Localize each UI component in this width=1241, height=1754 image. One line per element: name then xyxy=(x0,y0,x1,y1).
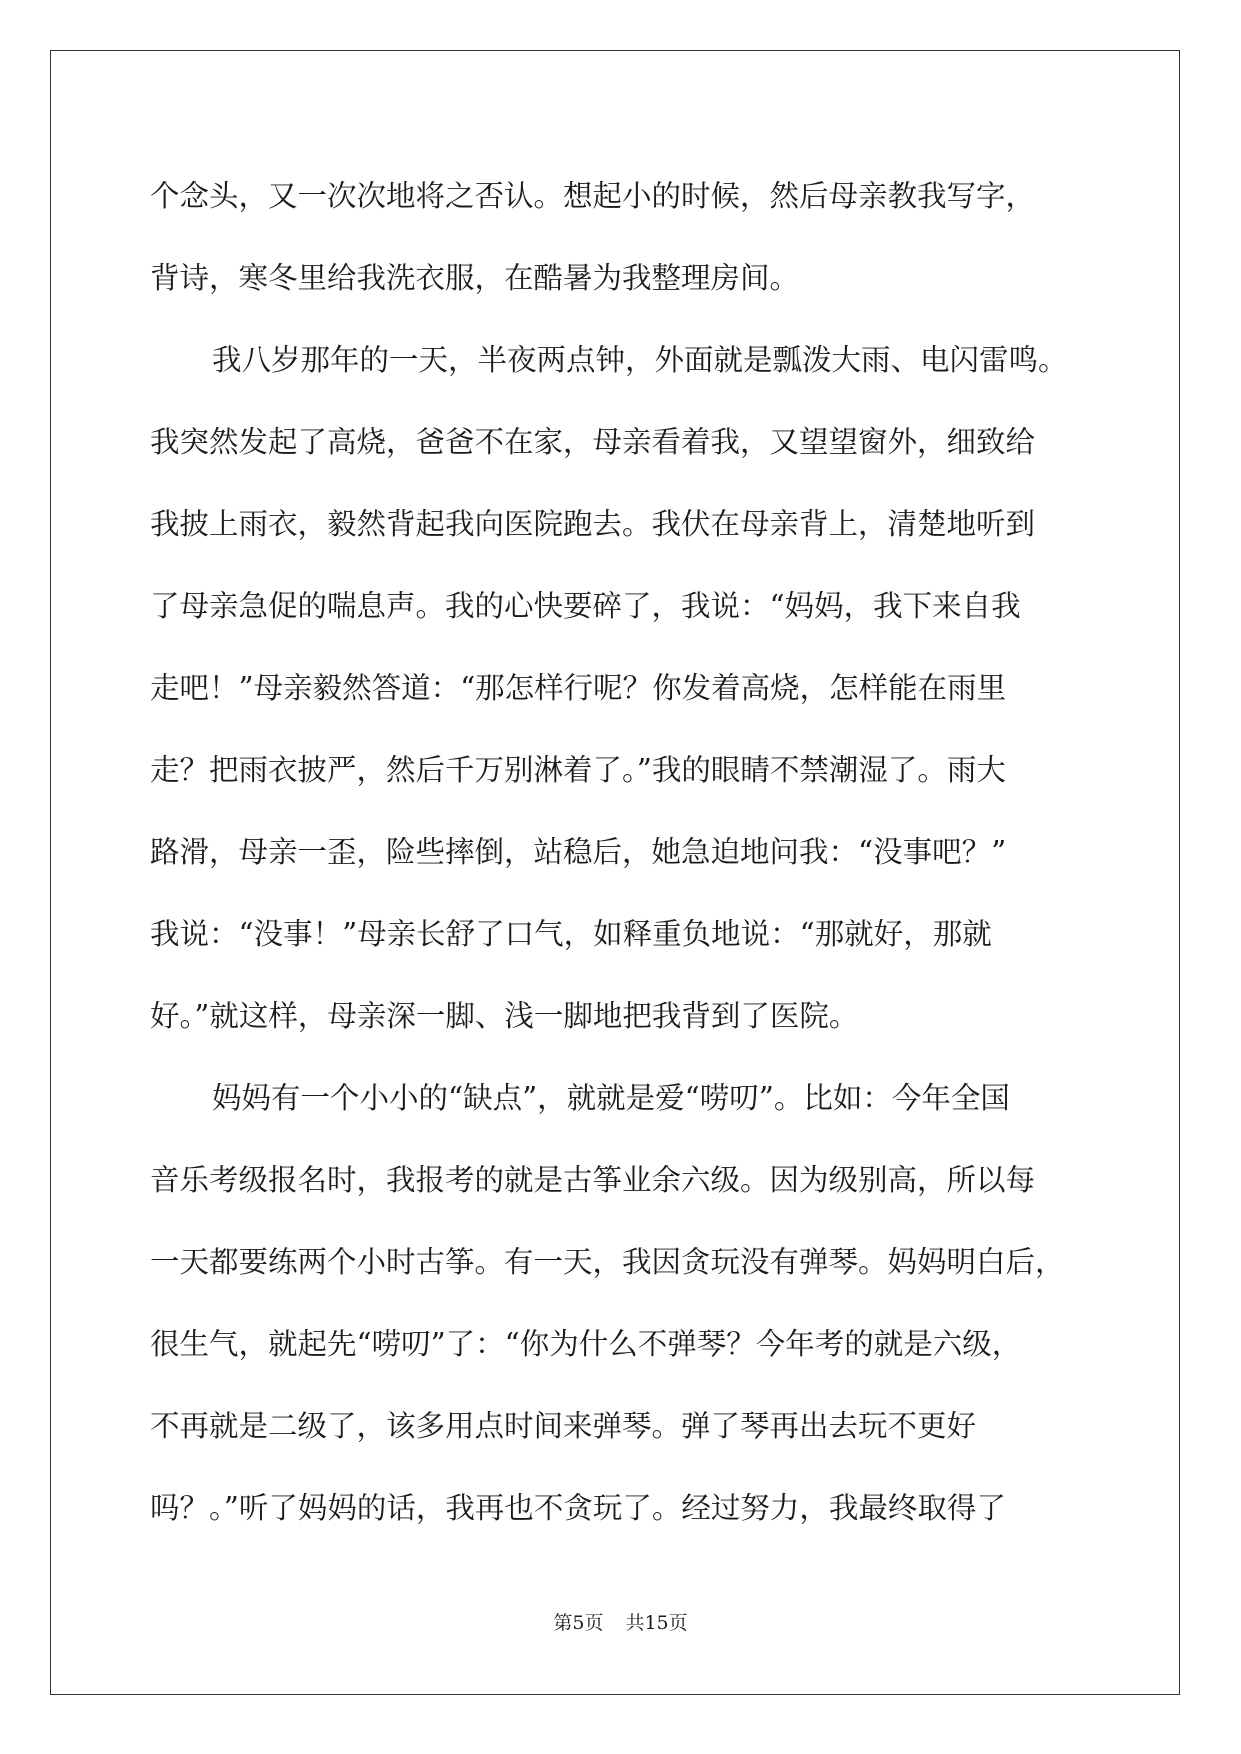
text-line: 我说：“没事！”母亲长舒了口气，如释重负地说：“那就好，那就 xyxy=(150,917,992,951)
text-line: 不再就是二级了，该多用点时间来弹琴。弹了琴再出去玩不更好 xyxy=(150,1409,977,1443)
page-number: 第5页 xyxy=(553,1612,604,1634)
text-line: 妈妈有一个小小的“缺点”，就就是爱“唠叨”。比如：今年全国 xyxy=(212,1081,1010,1115)
text-line: 很生气，就起先“唠叨”了：“你为什么不弹琴？今年考的就是六级， xyxy=(150,1327,1022,1361)
page-footer xyxy=(0,1608,1241,1635)
text-line: 走吧！”母亲毅然答道：“那怎样行呢？你发着高烧，怎样能在雨里 xyxy=(150,671,1007,705)
text-line: 我突然发起了高烧，爸爸不在家，母亲看着我，又望望窗外，细致给 xyxy=(150,425,1036,459)
document-body xyxy=(150,155,1090,1549)
text-line: 吗？。”听了妈妈的话，我再也不贪玩了。经过努力，我最终取得了 xyxy=(150,1491,1006,1525)
text-line: 个念头，又一次次地将之否认。想起小的时候，然后母亲教我写字， xyxy=(150,179,1036,213)
text-line: 我八岁那年的一天，半夜两点钟，外面就是瓢泼大雨、电闪雷鸣。 xyxy=(212,343,1068,377)
text-line: 背诗，寒冬里给我洗衣服，在酷暑为我整理房间。 xyxy=(150,261,800,295)
text-line: 音乐考级报名时，我报考的就是古筝业余六级。因为级别高，所以每 xyxy=(150,1163,1036,1197)
text-line: 路滑，母亲一歪，险些摔倒，站稳后，她急迫地问我：“没事吧？” xyxy=(150,835,1007,869)
text-line: 一天都要练两个小时古筝。有一天，我因贪玩没有弹琴。妈妈明白后， xyxy=(150,1245,1065,1279)
text-line: 走？把雨衣披严，然后千万别淋着了。”我的眼睛不禁潮湿了。雨大 xyxy=(150,753,1006,787)
text-line: 好。”就这样，母亲深一脚、浅一脚地把我背到了医院。 xyxy=(150,999,859,1033)
total-pages: 共15页 xyxy=(625,1612,688,1634)
text-line: 了母亲急促的喘息声。我的心快要碎了，我说：“妈妈，我下来自我 xyxy=(150,589,1021,623)
text-line: 我披上雨衣，毅然背起我向医院跑去。我伏在母亲背上，清楚地听到 xyxy=(150,507,1036,541)
